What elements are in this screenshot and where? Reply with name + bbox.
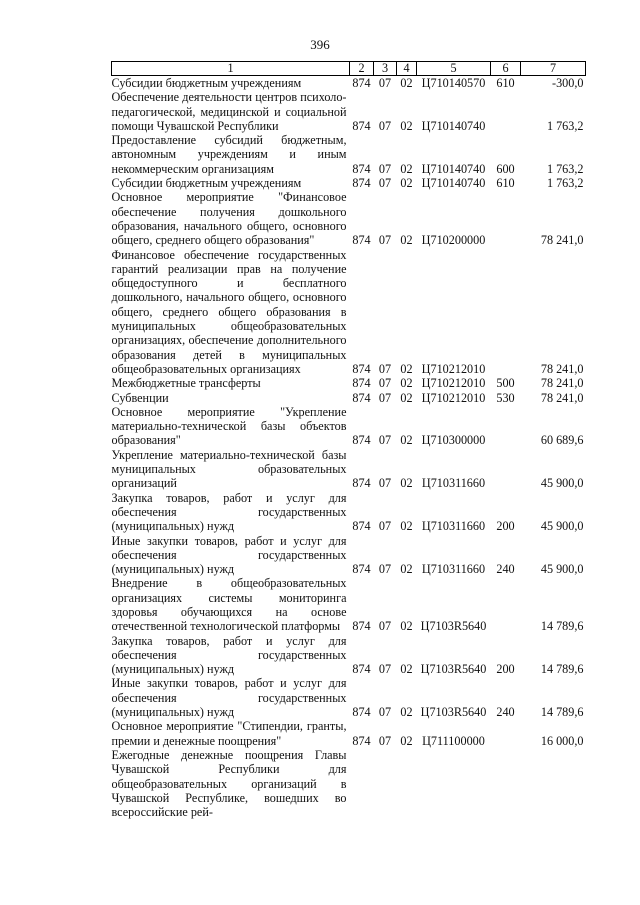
table-row [112, 248, 586, 377]
description-cell: Закупка товаров, работ и услуг для обеспечения государственных (муниципальных) нужд [111, 490, 347, 534]
ministry-code-cell: 874 [352, 433, 371, 448]
table-row [112, 391, 586, 405]
ministry-code-cell: 874 [352, 176, 371, 191]
description-cell: Внедрение в общеобразовательных организациях системы мониторинга здоровья обучающихся на основе отечественной технологической платформы [111, 576, 347, 634]
target-article-cell: Ц7103R5640 [420, 619, 487, 634]
ministry-code-cell: 874 [352, 376, 371, 391]
description-cell: Финансовое обеспечение государственных гарантий реализации прав на получение общедоступного и бесплатного дошкольного, начального общего, основного общего, среднего общего образования в муниципальных общеобразовательных организациях, обеспечение дополнительного образования детей в муниципальных общеобразовательных организациях [111, 247, 347, 376]
subsection-code-cell: 02 [400, 390, 413, 405]
expense-type-cell: 610 [496, 76, 515, 90]
amount-cell: 60 689,6 [540, 433, 584, 448]
table-row [112, 576, 586, 633]
target-article-cell: Ц7103R5640 [420, 705, 487, 720]
budget-table [111, 61, 586, 819]
amount-cell: 45 900,0 [540, 562, 584, 577]
ministry-code-cell: 874 [352, 118, 371, 133]
target-article-cell: Ц710311660 [421, 476, 486, 491]
amount-cell: 78 241,0 [540, 376, 584, 391]
target-article-cell: Ц710212010 [421, 376, 486, 391]
description-cell: Укрепление материально-технической базы муниципальных образовательных организаций [111, 447, 347, 491]
subsection-code-cell: 02 [400, 233, 413, 248]
header-col-2: 2 [350, 62, 374, 76]
target-article-cell: Ц710200000 [421, 233, 486, 248]
description-cell: Субсидии бюджетным учреждениям [111, 176, 302, 191]
amount-cell: 45 900,0 [540, 519, 584, 534]
section-code-cell: 07 [378, 433, 392, 448]
ministry-code-cell: 874 [352, 662, 371, 677]
expense-type-cell [491, 248, 521, 377]
table-row [112, 491, 586, 534]
section-code-cell: 07 [378, 76, 392, 90]
header-col-5: 5 [417, 62, 491, 76]
target-article-cell: Ц710140740 [421, 176, 486, 191]
table-header-row [112, 62, 586, 76]
ministry-code-cell: 874 [352, 76, 371, 90]
amount-cell: 14 789,6 [540, 705, 584, 720]
description-cell: Межбюджетные трансферты [111, 376, 261, 391]
expense-type-cell [491, 90, 521, 133]
amount-cell: 78 241,0 [540, 390, 584, 405]
page-number: 396 [310, 37, 330, 52]
ministry-code-cell: 874 [352, 562, 371, 577]
description-cell: Закупка товаров, работ и услуг для обеспечения государственных (муниципальных) нужд [111, 633, 347, 677]
ministry-code-cell: 874 [352, 519, 371, 534]
section-code-cell: 07 [378, 562, 392, 577]
expense-type-cell: 200 [496, 662, 515, 677]
target-article-cell: Ц7103R5640 [420, 662, 487, 677]
table-row [112, 133, 586, 176]
subsection-code-cell: 02 [400, 476, 413, 491]
target-article-cell: Ц710140570 [421, 76, 486, 90]
ministry-code-cell: 874 [352, 161, 371, 176]
amount-cell: 16 000,0 [540, 733, 584, 748]
amount-cell: 45 900,0 [540, 476, 584, 491]
target-article-cell [417, 748, 491, 819]
ministry-code-cell: 874 [352, 619, 371, 634]
target-article-cell: Ц710140740 [421, 161, 486, 176]
expense-type-cell [491, 576, 521, 633]
header-col-7: 7 [521, 62, 586, 76]
expense-type-cell [491, 190, 521, 247]
header-col-1: 1 [112, 62, 350, 76]
expense-type-cell [491, 719, 521, 748]
section-code-cell: 07 [378, 361, 392, 376]
amount-cell: 78 241,0 [540, 233, 584, 248]
section-code-cell: 07 [378, 733, 392, 748]
ministry-code-cell: 874 [352, 733, 371, 748]
description-cell: Ежегодные денежные поощрения Главы Чувашской Республики для общеобразовательных организаций в Чувашской Республике, вошедших во всероссийские рей- [111, 747, 347, 820]
expense-type-cell: 240 [496, 705, 515, 720]
section-code-cell: 07 [378, 118, 392, 133]
section-code-cell: 07 [378, 519, 392, 534]
ministry-code-cell [350, 748, 374, 819]
subsection-code-cell: 02 [400, 118, 413, 133]
target-article-cell: Ц710311660 [421, 519, 486, 534]
description-cell: Предоставление субсидий бюджетным, автономным учреждениям и иным некоммерческим организациям [111, 133, 347, 176]
description-cell: Основное мероприятие "Стипендии, гранты, премии и денежные поощрения" [111, 719, 347, 748]
amount-cell: -300,0 [552, 76, 584, 90]
amount-cell: 14 789,6 [540, 662, 584, 677]
section-code-cell: 07 [378, 161, 392, 176]
header-col-4: 4 [397, 62, 417, 76]
expense-type-cell: 200 [496, 519, 515, 534]
subsection-code-cell: 02 [400, 519, 413, 534]
target-article-cell: Ц710212010 [421, 390, 486, 405]
section-code-cell: 07 [378, 705, 392, 720]
table-row [112, 376, 586, 390]
table-row [112, 676, 586, 719]
header-col-3: 3 [374, 62, 397, 76]
target-article-cell: Ц710311660 [421, 562, 486, 577]
amount-cell: 1 763,2 [546, 118, 584, 133]
table-row [112, 405, 586, 448]
subsection-code-cell: 02 [400, 733, 413, 748]
expense-type-cell: 600 [496, 161, 515, 176]
table-row [112, 448, 586, 491]
section-code-cell: 07 [378, 476, 392, 491]
section-code-cell: 07 [378, 390, 392, 405]
subsection-code-cell: 02 [400, 705, 413, 720]
expense-type-cell [491, 448, 521, 491]
subsection-code-cell: 02 [400, 619, 413, 634]
expense-type-cell [491, 405, 521, 448]
subsection-code-cell: 02 [400, 361, 413, 376]
header-col-6: 6 [491, 62, 521, 76]
amount-cell: 14 789,6 [540, 619, 584, 634]
amount-cell: 1 763,2 [546, 161, 584, 176]
subsection-code-cell: 02 [400, 662, 413, 677]
target-article-cell: Ц710212010 [421, 361, 486, 376]
subsection-code-cell: 02 [400, 176, 413, 191]
expense-type-cell: 610 [496, 176, 515, 191]
table-row [112, 634, 586, 677]
description-cell: Иные закупки товаров, работ и услуг для обеспечения государственных (муниципальных) нужд [111, 533, 347, 577]
expense-type-cell: 500 [496, 376, 515, 391]
section-code-cell: 07 [378, 662, 392, 677]
subsection-code-cell: 02 [400, 161, 413, 176]
expense-type-cell: 240 [496, 562, 515, 577]
expense-type-cell [491, 748, 521, 819]
table-row [112, 748, 586, 819]
target-article-cell: Ц710300000 [421, 433, 486, 448]
amount-cell [521, 748, 586, 819]
ministry-code-cell: 874 [352, 476, 371, 491]
target-article-cell: Ц710140740 [421, 118, 486, 133]
table-row [112, 534, 586, 577]
section-code-cell [374, 748, 397, 819]
target-article-cell: Ц711100000 [422, 733, 485, 748]
table-row [112, 90, 586, 133]
ministry-code-cell: 874 [352, 390, 371, 405]
subsection-code-cell: 02 [400, 376, 413, 391]
section-code-cell: 07 [378, 176, 392, 191]
section-code-cell: 07 [378, 233, 392, 248]
description-cell: Обеспечение деятельности центров психоло-педагогической, медицинской и социальной помощи Чувашской Республики [111, 90, 347, 133]
table-row [112, 190, 586, 247]
table-row [112, 176, 586, 190]
subsection-code-cell: 02 [400, 433, 413, 448]
ministry-code-cell: 874 [352, 361, 371, 376]
section-code-cell: 07 [378, 619, 392, 634]
amount-cell: 78 241,0 [540, 361, 584, 376]
description-cell: Основное мероприятие "Укрепление материально-технической базы объектов образования" [111, 404, 347, 448]
ministry-code-cell: 874 [352, 705, 371, 720]
ministry-code-cell: 874 [352, 233, 371, 248]
amount-cell: 1 763,2 [546, 176, 584, 191]
description-cell: Иные закупки товаров, работ и услуг для обеспечения государственных (муниципальных) нужд [111, 676, 347, 720]
table-row [112, 719, 586, 748]
subsection-code-cell: 02 [400, 76, 413, 90]
subsection-code-cell [397, 748, 417, 819]
description-cell: Основное мероприятие "Финансовое обеспечение получения дошкольного образования, начального общего, основного общего, среднего общего образования" [111, 190, 347, 248]
table-body [112, 76, 586, 820]
table-row [112, 76, 586, 91]
section-code-cell: 07 [378, 376, 392, 391]
expense-type-cell: 530 [496, 390, 515, 405]
subsection-code-cell: 02 [400, 562, 413, 577]
description-cell: Субсидии бюджетным учреждениям [111, 76, 302, 90]
description-cell: Субвенции [111, 390, 169, 405]
